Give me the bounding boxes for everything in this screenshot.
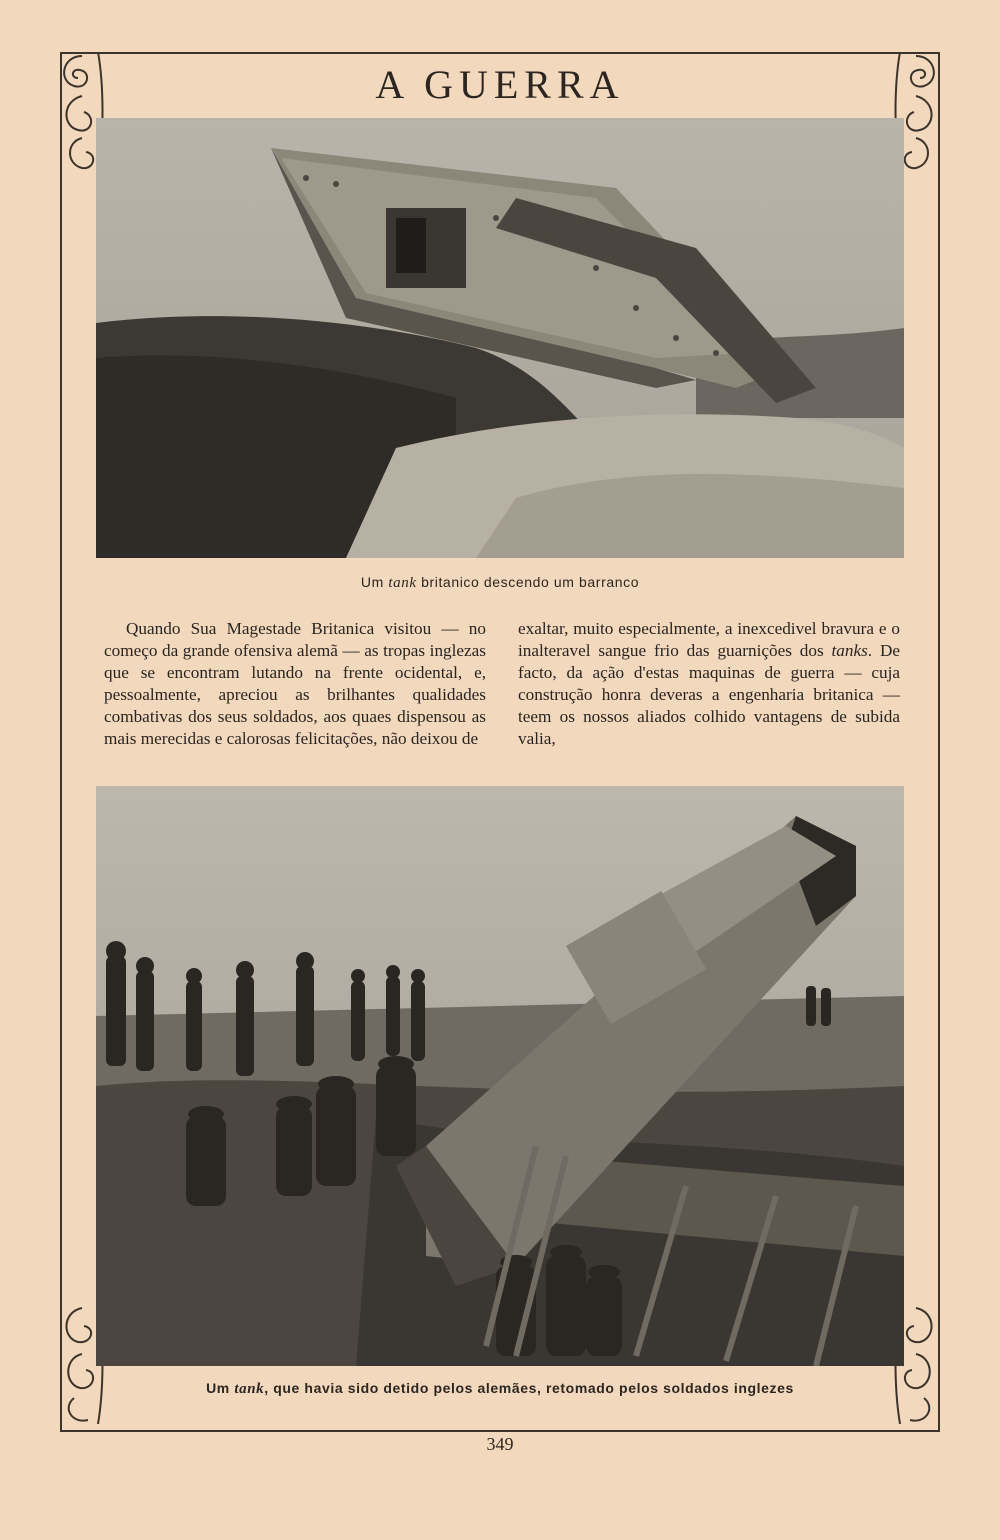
title-band <box>120 54 880 114</box>
article-paragraph <box>518 618 900 750</box>
page-title: A GUERRA <box>375 61 625 107</box>
article-emphasis: tanks <box>831 641 868 660</box>
article-column-left <box>104 618 486 750</box>
article-column-right <box>518 618 900 750</box>
figure-caption <box>96 574 904 592</box>
caption-text: Um <box>206 1380 235 1396</box>
caption-text: , que havia sido detido pelos alemães, retomado pelos soldados inglezes <box>264 1380 794 1396</box>
photo-tank-descending <box>96 118 904 558</box>
caption-emphasis: tank <box>388 575 417 591</box>
article-text: exaltar, muito especialmente, a inexcedivel bravura e o inalteravel sangue frio das guarnições dos <box>518 619 900 660</box>
page-number: 349 <box>486 1434 514 1454</box>
caption-emphasis: tank <box>234 1381 265 1397</box>
caption-text: britanico descendo um barranco <box>416 574 640 590</box>
article-paragraph: Quando Sua Magestade Britanica visitou — no começo da grande ofensiva alemã — as tropas inglezas que se encontram lutando na frente ocidental, e, pessoalmente, apreciou as brilhantes qualidades combativas dos seus soldados, aos quaes dispensou as mais merecidas e calorosas felicitações, não deixou de <box>104 619 486 748</box>
article-text: . De facto, da ação d'estas maquinas de guerra — cuja construção honra deveras a engenharia britanica — teem os nossos aliados colhido vantagens de subida valia, <box>518 641 901 748</box>
caption-text: Um <box>360 574 389 590</box>
photo-tank-recaptured <box>96 786 904 1366</box>
figure-caption <box>96 1380 904 1398</box>
